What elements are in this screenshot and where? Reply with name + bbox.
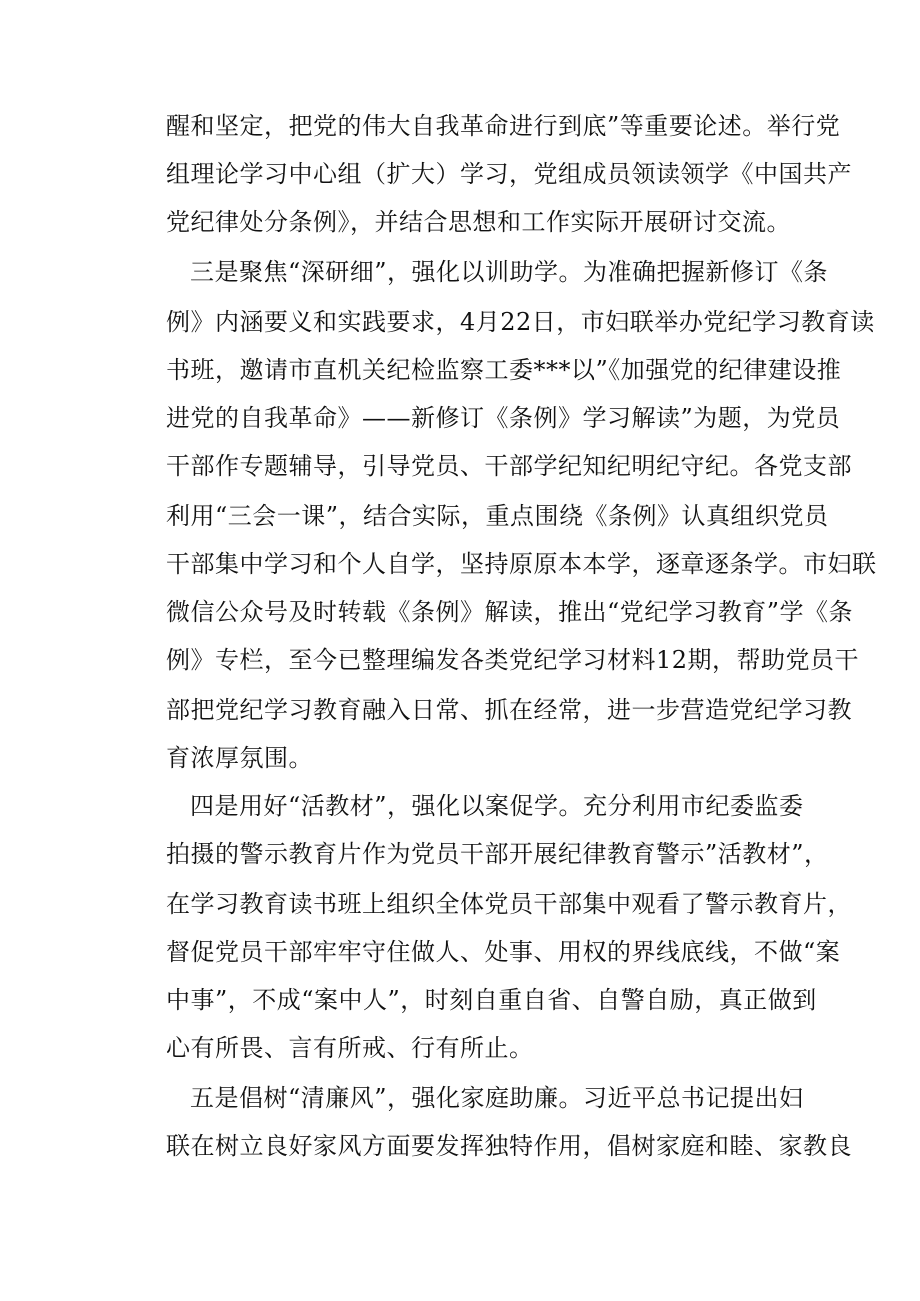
paragraph-first-line: 五是倡树“清廉风”，强化家庭助廉。习近平总书记提出妇 <box>190 1084 804 1112</box>
body-text-line: 组理论学习中心组（扩大）学习，党组成员领读领学《中国共产 <box>166 160 852 188</box>
paragraph-first-line: 三是聚焦“深研细”，强化以训助学。为准确把握新修订《条 <box>190 258 829 286</box>
body-text-line: 督促党员干部牢牢守住做人、处事、用权的界线底线，不做“案 <box>166 938 841 966</box>
body-text-line: 干部集中学习和个人自学，坚持原原本本学，逐章逐条学。市妇联 <box>166 550 877 578</box>
body-text-line: 例》内涵要义和实践要求，4月22日，市妇联举办党纪学习教育读 <box>166 308 875 336</box>
body-text-line: 微信公众号及时转载《条例》解读，推出“党纪学习教育”学《条 <box>166 598 854 626</box>
body-text-line: 联在树立良好家风方面要发挥独特作用，倡树家庭和睦、家教良 <box>166 1132 852 1160</box>
paragraph-first-line: 四是用好“活教材”，强化以案促学。充分利用市纪委监委 <box>190 792 804 820</box>
body-text-line: 利用“三会一课”，结合实际，重点围绕《条例》认真组织党员 <box>166 502 829 530</box>
body-text-line: 进党的自我革命》——新修订《条例》学习解读”为题，为党员 <box>166 404 841 432</box>
body-text-line: 中事”，不成“案中人”，时刻自重自省、自警自励，真正做到 <box>166 986 817 1014</box>
body-text-line: 心有所畏、言有所戒、行有所止。 <box>166 1034 534 1062</box>
body-text-line: 拍摄的警示教育片作为党员干部开展纪律教育警示”活教材”， <box>166 840 829 868</box>
body-text-line: 例》专栏，至今已整理编发各类党纪学习材料12期，帮助党员干 <box>166 646 860 674</box>
body-text-line: 醒和坚定，把党的伟大自我革命进行到底”等重要论述。举行党 <box>166 112 841 140</box>
body-text-line: 党纪律处分条例》，并结合思想和工作实际开展研讨交流。 <box>166 208 791 236</box>
body-text-line: 书班，邀请市直机关纪检监察工委***以”《加强党的纪律建设推 <box>166 356 842 384</box>
body-text-line: 干部作专题辅导，引导党员、干部学纪知纪明纪守纪。各党支部 <box>166 452 852 480</box>
body-text-line: 在学习教育读书班上组织全体党员干部集中观看了警示教育片， <box>166 890 852 918</box>
body-text-line: 育浓厚氛围。 <box>166 744 313 772</box>
body-text-line: 部把党纪学习教育融入日常、抓在经常，进一步营造党纪学习教 <box>166 696 852 724</box>
